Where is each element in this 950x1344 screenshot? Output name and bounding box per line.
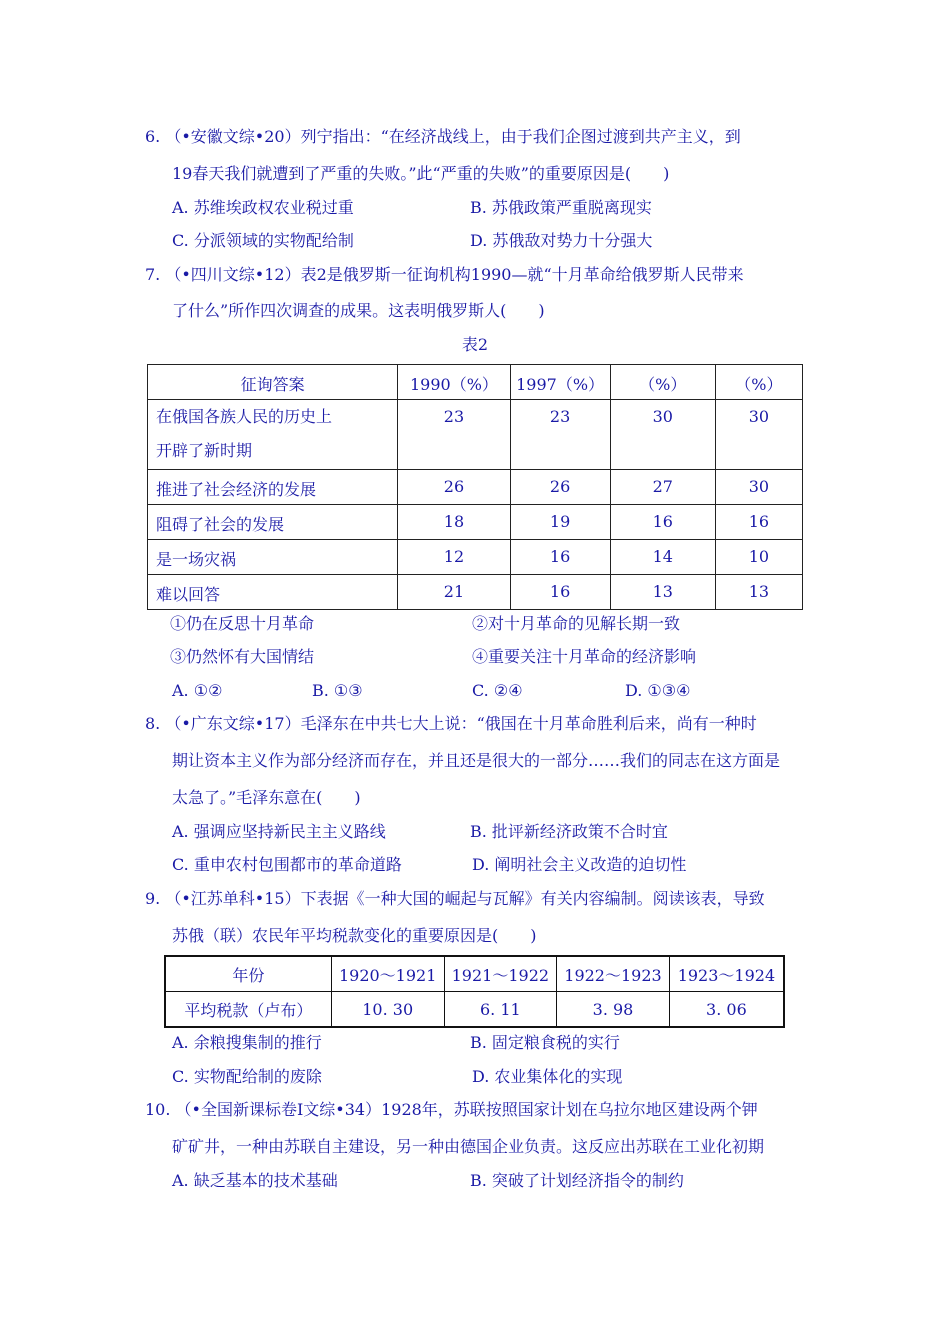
q7-statement-1: ①仍在反思十月革命 [170, 614, 315, 633]
q6-option-b: B. 苏俄政策严重脱离现实 [470, 198, 652, 217]
table-cell: 26 [510, 470, 610, 505]
table-cell: 30 [715, 400, 802, 470]
table-row-label: 难以回答 [148, 575, 398, 610]
q10-stem-line2: 矿矿井，一种由苏联自主建设，另一种由德国企业负责。这反应出苏联在工业化初期 [172, 1137, 765, 1156]
q7-statement-4: ④重要关注十月革命的经济影响 [472, 647, 697, 666]
table-cell: 13 [610, 575, 715, 610]
table-cell: 16 [715, 505, 802, 540]
q8-stem-line1: 8. （•广东文综•17）毛泽东在中共七大上说：“俄国在十月革命胜利后来，尚有一种时 [145, 714, 757, 733]
table-cell: 10 [715, 540, 802, 575]
table-row-label: 阻碍了社会的发展 [148, 505, 398, 540]
table-cell: 12 [398, 540, 510, 575]
table-header-cell: （%） [715, 365, 802, 400]
table-header-cell: 征询答案 [148, 365, 398, 400]
q7-statement-2: ②对十月革命的见解长期一致 [472, 614, 681, 633]
q9-stem-line1: 9. （•江苏单科•15）下表据《一种大国的崛起与瓦解》有关内容编制。阅读该表，导致 [145, 889, 765, 908]
table-cell: 13 [715, 575, 802, 610]
table-row [148, 505, 803, 540]
q6-option-c: C. 分派领域的实物配给制 [172, 231, 354, 250]
table-cell: 16 [510, 540, 610, 575]
table-header-row [165, 956, 784, 992]
table-header-cell: （%） [610, 365, 715, 400]
table-cell: 21 [398, 575, 510, 610]
table-cell: 6. 11 [444, 992, 557, 1028]
table-cell: 18 [398, 505, 510, 540]
q10-option-b: B. 突破了计划经济指令的制约 [470, 1171, 684, 1190]
q8-option-a: A. 强调应坚持新民主主义路线 [172, 822, 386, 841]
q10-stem-line1: 10. （•全国新课标卷Ⅰ文综•34）1928年，苏联按照国家计划在乌拉尔地区建设两个钾 [145, 1100, 758, 1119]
q7-option-a: A. ①② [172, 681, 223, 700]
q7-survey-table [147, 364, 803, 610]
table-row-label [148, 400, 398, 470]
table-row-label: 推进了社会经济的发展 [148, 470, 398, 505]
table-cell: 14 [610, 540, 715, 575]
q9-option-a: A. 余粮搜集制的推行 [172, 1033, 322, 1052]
table-row [148, 400, 803, 470]
q9-stem-line2: 苏俄（联）农民年平均税款变化的重要原因是( ) [172, 926, 537, 945]
table-cell: 23 [510, 400, 610, 470]
q7-table-caption: 表2 [461, 335, 489, 354]
q6-option-a: A. 苏维埃政权农业税过重 [172, 198, 354, 217]
q7-stem-line2: 了什么”所作四次调查的成果。这表明俄罗斯人( ) [172, 301, 545, 320]
q7-statement-3: ③仍然怀有大国情结 [170, 647, 315, 666]
row-label-line1: 在俄国各族人民的历史上 [156, 407, 333, 426]
table-row [148, 540, 803, 575]
q6-stem-line2: 19春天我们就遭到了严重的失败。”此“严重的失败”的重要原因是( ) [172, 164, 670, 183]
table-cell: 19 [510, 505, 610, 540]
table-header-cell: 1923～1924 [669, 956, 784, 992]
q7-stem-line1: 7. （•四川文综•12）表2是俄罗斯一征询机构1990—就“十月革命给俄罗斯人民带来 [145, 265, 744, 284]
row-label-line2: 开辟了新时期 [156, 441, 253, 460]
table-row [165, 992, 784, 1028]
table-cell: 30 [610, 400, 715, 470]
q8-option-d: D. 阐明社会主义改造的迫切性 [472, 855, 687, 874]
q9-option-d: D. 农业集体化的实现 [472, 1067, 623, 1086]
q7-option-c: C. ②④ [472, 681, 523, 700]
table-row-label: 是一场灾祸 [148, 540, 398, 575]
q7-option-b: B. ①③ [312, 681, 363, 700]
table-row-label: 平均税款（卢布） [165, 992, 331, 1028]
table-cell: 3. 98 [557, 992, 670, 1028]
table-header-row [148, 365, 803, 400]
table-cell: 26 [398, 470, 510, 505]
table-header-cell: 1922～1923 [557, 956, 670, 992]
table-cell: 10. 30 [331, 992, 444, 1028]
table-cell: 23 [398, 400, 510, 470]
table-cell: 3. 06 [669, 992, 784, 1028]
q7-option-d: D. ①③④ [625, 681, 691, 700]
table-row [148, 470, 803, 505]
q8-option-c: C. 重申农村包围都市的革命道路 [172, 855, 402, 874]
table-cell: 30 [715, 470, 802, 505]
table-header-cell: 1997（%） [510, 365, 610, 400]
q9-option-c: C. 实物配给制的废除 [172, 1067, 322, 1086]
q9-tax-table [164, 955, 785, 1028]
table-header-cell: 年份 [165, 956, 331, 992]
table-header-cell: 1921～1922 [444, 956, 557, 992]
table-cell: 27 [610, 470, 715, 505]
q8-option-b: B. 批评新经济政策不合时宜 [470, 822, 668, 841]
q8-stem-line3: 太急了。”毛泽东意在( ) [172, 788, 361, 807]
q8-stem-line2: 期让资本主义作为部分经济而存在，并且还是很大的一部分……我们的同志在这方面是 [172, 751, 781, 770]
q6-stem-line1: 6. （•安徽文综•20）列宁指出：“在经济战线上，由于我们企图过渡到共产主义，到 [145, 127, 741, 146]
table-cell: 16 [510, 575, 610, 610]
q9-option-b: B. 固定粮食税的实行 [470, 1033, 620, 1052]
table-header-cell: 1920～1921 [331, 956, 444, 992]
table-header-cell: 1990（%） [398, 365, 510, 400]
q6-option-d: D. 苏俄敌对势力十分强大 [470, 231, 653, 250]
q10-option-a: A. 缺乏基本的技术基础 [172, 1171, 338, 1190]
table-cell: 16 [610, 505, 715, 540]
table-row [148, 575, 803, 610]
